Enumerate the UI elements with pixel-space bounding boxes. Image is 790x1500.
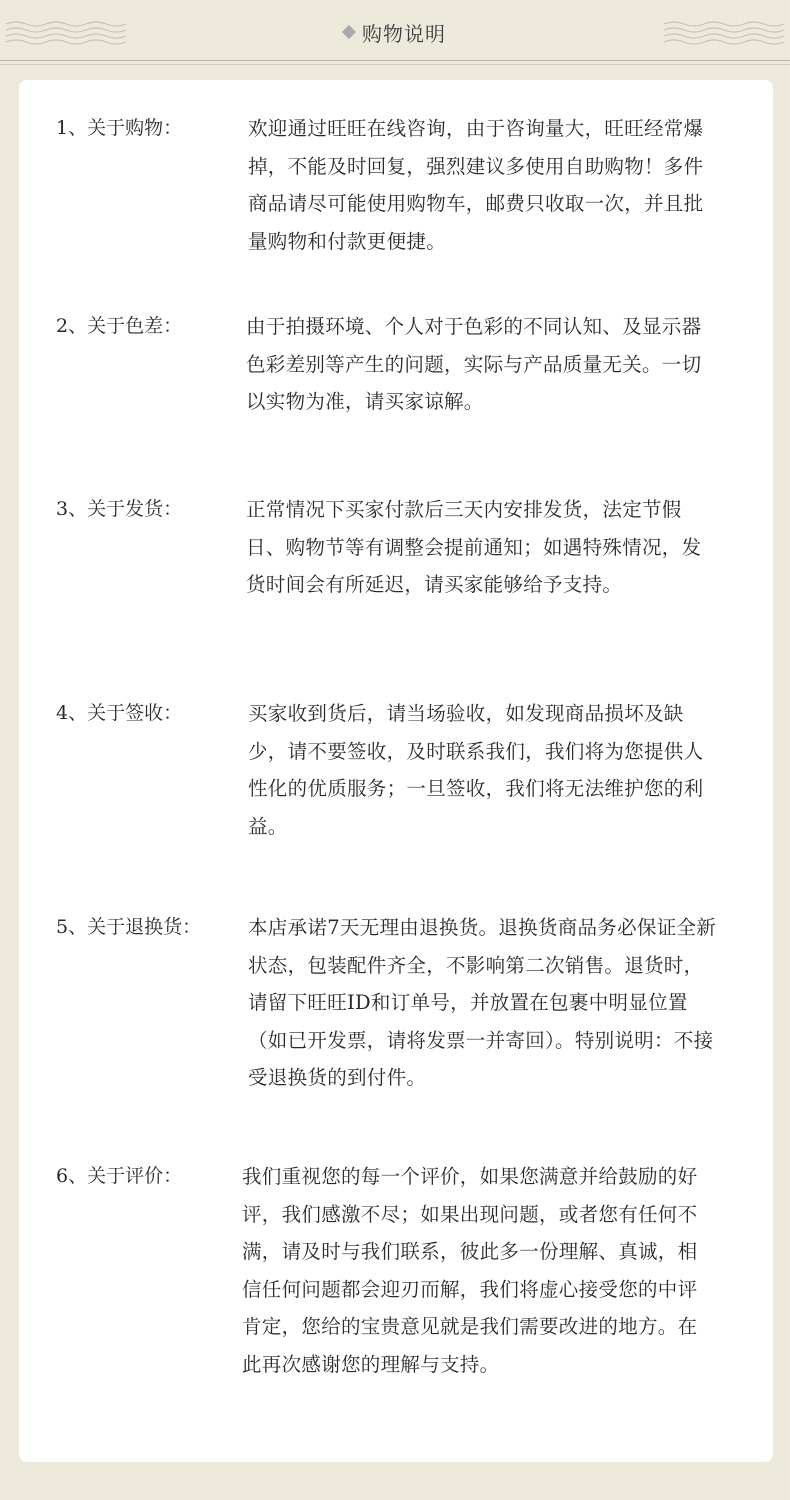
item-label: 5、关于退换货： — [56, 916, 202, 938]
item-text: 正常情况下买家付款后三天内安排发货，法定节假日、购物节等有调整会提前通知；如遇特殊情况，发货时间会有所延迟，请买家能够给予支持。 — [246, 498, 702, 596]
item-text: 欢迎通过旺旺在线咨询，由于咨询量大，旺旺经常爆掉，不能及时回复，强烈建议多使用自助购物！多件商品请尽可能使用购物车，邮费只收取一次，并且批量购物和付款更便捷。 — [248, 117, 704, 253]
item-label: 1、关于购物： — [56, 117, 183, 139]
item-text: 由于拍摄环境、个人对于色彩的不同认知、及显示器色彩差别等产生的问题，实际与产品质量无关。一切以实物为准，请买家谅解。 — [246, 315, 702, 413]
diamond-icon — [342, 25, 356, 39]
shopping-info-card — [19, 80, 773, 1462]
item-text: 买家收到货后，请当场验收，如发现商品损坏及缺少，请不要签收，及时联系我们，我们将为您提供人性化的优质服务；一旦签收，我们将无法维护您的利益。 — [248, 702, 704, 838]
section-title: 购物说明 — [362, 21, 446, 46]
item-label: 6、关于评价： — [56, 1165, 183, 1187]
item-label: 4、关于签收： — [56, 702, 183, 724]
header-divider — [0, 60, 790, 61]
item-label: 3、关于发货： — [56, 498, 183, 520]
header-divider-secondary — [0, 64, 790, 65]
wave-decoration-right — [664, 18, 784, 48]
item-text: 本店承诺7天无理由退换货。退换货商品务必保证全新状态，包装配件齐全，不影响第二次销售。退货时，请留下旺旺ID和订单号，并放置在包裹中明显位置（如已开发票，请将发票一并寄回）。特别说明：不接受退换货的到付件。 — [248, 916, 717, 1089]
item-label: 2、关于色差： — [56, 315, 183, 337]
wave-decoration-left — [6, 18, 126, 48]
section-title-wrap — [320, 0, 470, 64]
item-text: 我们重视您的每一个评价，如果您满意并给鼓励的好评，我们感激不尽；如果出现问题，或者您有任何不满，请及时与我们联系，彼此多一份理解、真诚，相信任何问题都会迎刃而解，我们将虚心接受您的中评肯定，您给的宝贵意见就是我们需要改进的地方。在此再次感谢您的理解与支持。 — [242, 1165, 698, 1376]
section-header — [0, 0, 790, 64]
